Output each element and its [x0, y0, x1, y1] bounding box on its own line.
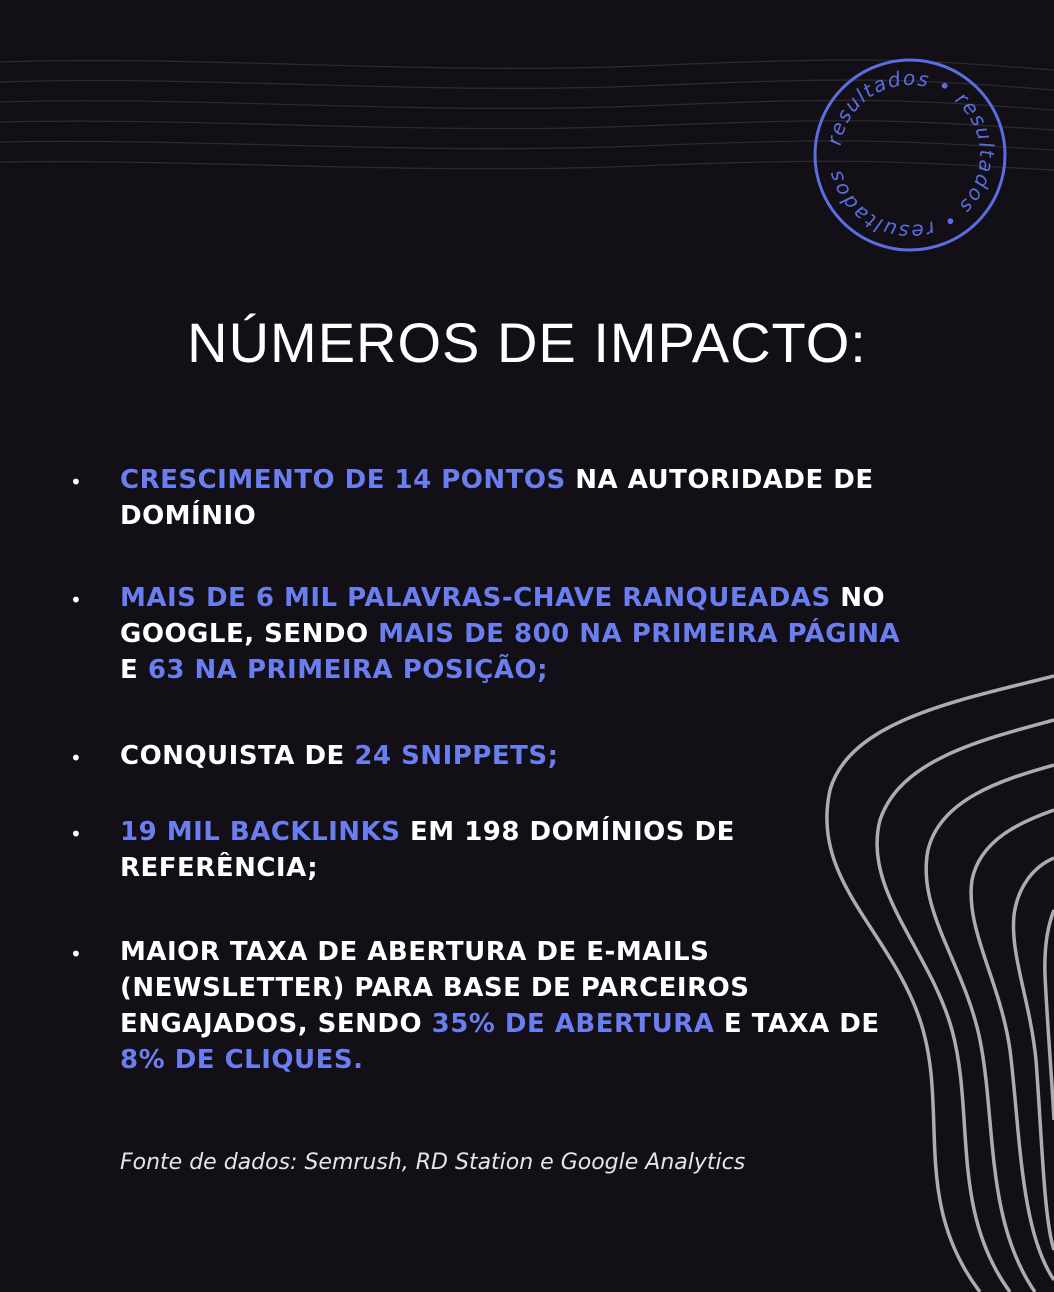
- bullet-icon: •: [70, 942, 82, 966]
- data-source-note: Fonte de dados: Semrush, RD Station e Google Analytics: [120, 1150, 746, 1175]
- list-item: [70, 738, 558, 774]
- item-text: [120, 580, 910, 688]
- bullet-icon: •: [70, 822, 82, 846]
- bullet-icon: •: [70, 470, 82, 494]
- page-title: NÚMEROS DE IMPACTO:: [187, 311, 867, 374]
- highlight-text: 24 SNIPPETS;: [354, 741, 559, 771]
- item-text: [120, 934, 910, 1078]
- highlight-text: 35% DE ABERTURA: [431, 1009, 715, 1039]
- highlight-text: 8% DE CLIQUES.: [120, 1045, 364, 1075]
- list-item: [70, 462, 910, 534]
- list-item: [70, 580, 910, 688]
- body-text: EM 198 DOMÍNIOS DE REFERÊNCIA;: [120, 817, 735, 883]
- highlight-text: CRESCIMENTO DE 14 PONTOS: [120, 465, 566, 495]
- body-text: NA AUTORIDADE DE DOMÍNIO: [120, 465, 874, 531]
- resultados-stamp: [812, 57, 1008, 253]
- highlight-text: 63 NA PRIMEIRA POSIÇÃO;: [147, 655, 548, 685]
- item-text: [120, 738, 558, 774]
- bullet-icon: •: [70, 746, 82, 770]
- body-text: E TAXA DE: [714, 1009, 880, 1039]
- bullet-icon: •: [70, 588, 82, 612]
- item-text: [120, 462, 910, 534]
- list-item: [70, 814, 910, 886]
- highlight-text: MAIS DE 6 MIL PALAVRAS-CHAVE RANQUEADAS: [120, 583, 831, 613]
- highlight-text: MAIS DE 800 NA PRIMEIRA PÁGINA: [378, 619, 901, 649]
- item-text: [120, 814, 910, 886]
- body-text: E: [120, 655, 148, 685]
- highlight-text: 19 MIL BACKLINKS: [120, 817, 401, 847]
- body-text: MAIOR TAXA DE ABERTURA DE E-MAILS (NEWSLETTER) PARA BASE DE PARCEIROS ENGAJADOS, SENDO: [120, 937, 750, 1039]
- body-text: NO GOOGLE, SENDO: [120, 583, 886, 649]
- stamp-ring-text: resultados • resultados • resultados: [821, 65, 1000, 245]
- list-item: [70, 934, 910, 1078]
- svg-text:resultados • resultados • resu: [812, 57, 999, 244]
- body-text: CONQUISTA DE: [120, 741, 355, 771]
